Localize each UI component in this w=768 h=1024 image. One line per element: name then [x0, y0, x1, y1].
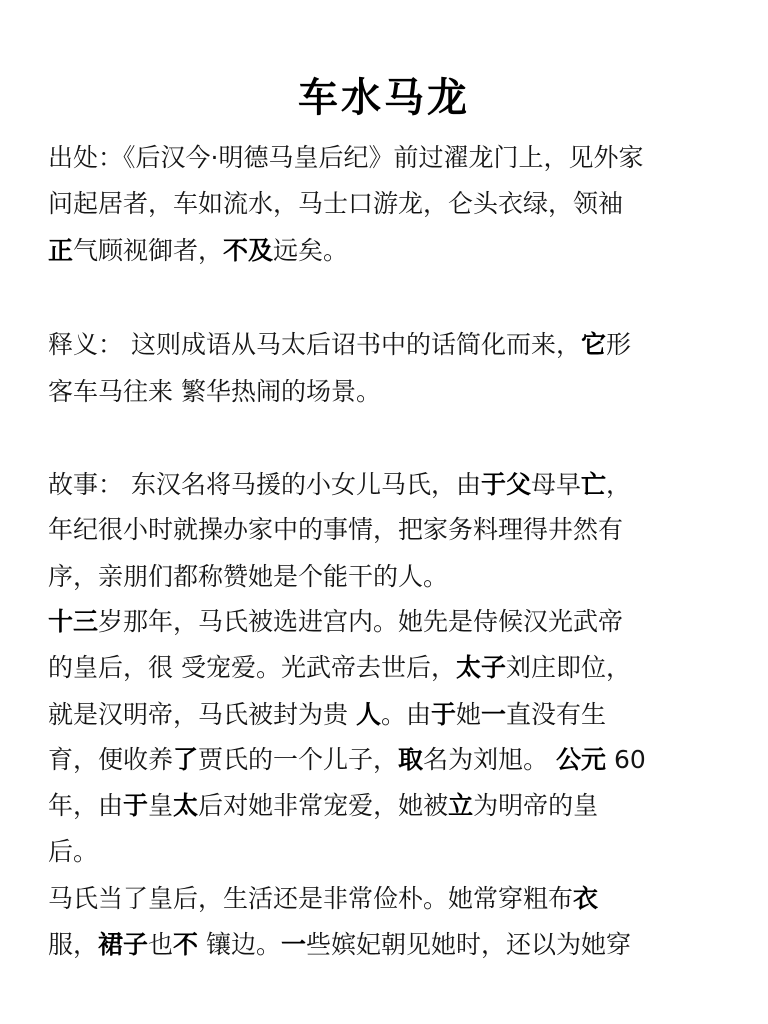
bold-text-run: 人: [355, 700, 381, 729]
text-run: 贾氏的一个儿子，: [198, 745, 399, 774]
text-run: 年，由: [48, 791, 124, 820]
text-run: 直没有生: [506, 700, 607, 729]
bold-text-run: 于: [123, 791, 149, 820]
bold-text-run: 太子: [455, 653, 506, 682]
text-run: 客车马往来 繁华热闹的场景。: [48, 377, 381, 406]
text-line: [48, 695, 606, 735]
text-run: 序，亲朋们都称赞她是个能干的人。: [48, 562, 449, 591]
bold-text-run: 太: [173, 791, 199, 820]
text-run: 后对她非常宠爱，她被: [198, 791, 449, 820]
text-line: [48, 372, 381, 412]
text-run: 她: [456, 700, 482, 729]
text-line: [48, 602, 623, 642]
bold-text-run: 亡: [580, 470, 606, 499]
text-run: 镶边。: [198, 930, 282, 959]
text-run: 形: [605, 330, 631, 359]
text-run: 远矣。: [273, 236, 349, 265]
document-title: 车水马龙: [298, 75, 470, 121]
text-run: 名为刘旭。: [423, 745, 557, 774]
text-line: [48, 648, 631, 688]
text-line: [48, 557, 448, 597]
text-line: [48, 231, 348, 271]
bold-text-run: 不: [173, 930, 199, 959]
text-run: 气顾视御者，: [73, 236, 224, 265]
text-run: 释义： 这则成语从马太后诏书中的话简化而来，: [48, 330, 581, 359]
text-run: 育，便收养: [48, 745, 174, 774]
bold-text-run: 了: [173, 745, 199, 774]
text-run: 皇: [148, 791, 174, 820]
bold-text-run: 一: [481, 700, 507, 729]
bold-text-run: 它: [580, 330, 606, 359]
text-line: [48, 325, 631, 365]
bold-text-run: 衣: [573, 884, 599, 913]
text-run: 母早: [530, 470, 581, 499]
text-run: 故事： 东汉名将马援的小女儿马氏，由: [48, 470, 481, 499]
text-line: [48, 138, 643, 178]
text-run: 问起居者，车如流水，马士口游龙，仑头衣绿，领袖: [48, 189, 624, 218]
text-run: 服，: [48, 930, 99, 959]
text-run: 出处：《后汉今·明德马皇后纪》前过濯龙门上，见外家: [48, 143, 644, 172]
bold-text-run: 立: [448, 791, 474, 820]
text-run: 年纪很小时就操办家中的事情，把家务料理得井然有: [48, 515, 624, 544]
text-line: [48, 832, 98, 872]
text-run: 就是汉明帝，马氏被封为贵: [48, 700, 356, 729]
text-run: 后。: [48, 837, 99, 866]
text-line: [48, 879, 598, 919]
text-run: 60: [606, 745, 646, 774]
text-line: [48, 740, 646, 780]
bold-text-run: 于: [430, 700, 456, 729]
text-run: 的皇后，很 受宠爱。光武帝去世后，: [48, 653, 456, 682]
bold-text-run: 于父: [480, 470, 531, 499]
bold-text-run: 裙子: [98, 930, 149, 959]
text-run: 岁那年，马氏被选进宫内。她先是侍候汉光武帝: [98, 607, 624, 636]
bold-text-run: 不及: [223, 236, 274, 265]
text-line: [48, 465, 631, 505]
text-run: ，: [606, 470, 632, 499]
bold-text-run: 正: [48, 236, 74, 265]
text-run: 刘庄即位，: [505, 653, 631, 682]
text-run: 也: [148, 930, 174, 959]
bold-text-run: 一: [281, 930, 307, 959]
bold-text-run: 取: [398, 745, 424, 774]
text-run: 些嫔妃朝见她时，还以为她穿: [306, 930, 632, 959]
text-run: 马氏当了皇后，生活还是非常俭朴。她常穿粗布: [48, 884, 574, 913]
bold-text-run: 十三: [48, 607, 99, 636]
text-line: [48, 925, 631, 965]
text-line: [48, 184, 623, 224]
text-line: [48, 510, 623, 550]
text-run: 为明帝的皇: [473, 791, 599, 820]
text-line: [48, 786, 598, 826]
text-run: 。由: [380, 700, 431, 729]
bold-text-run: 公元: [556, 745, 607, 774]
